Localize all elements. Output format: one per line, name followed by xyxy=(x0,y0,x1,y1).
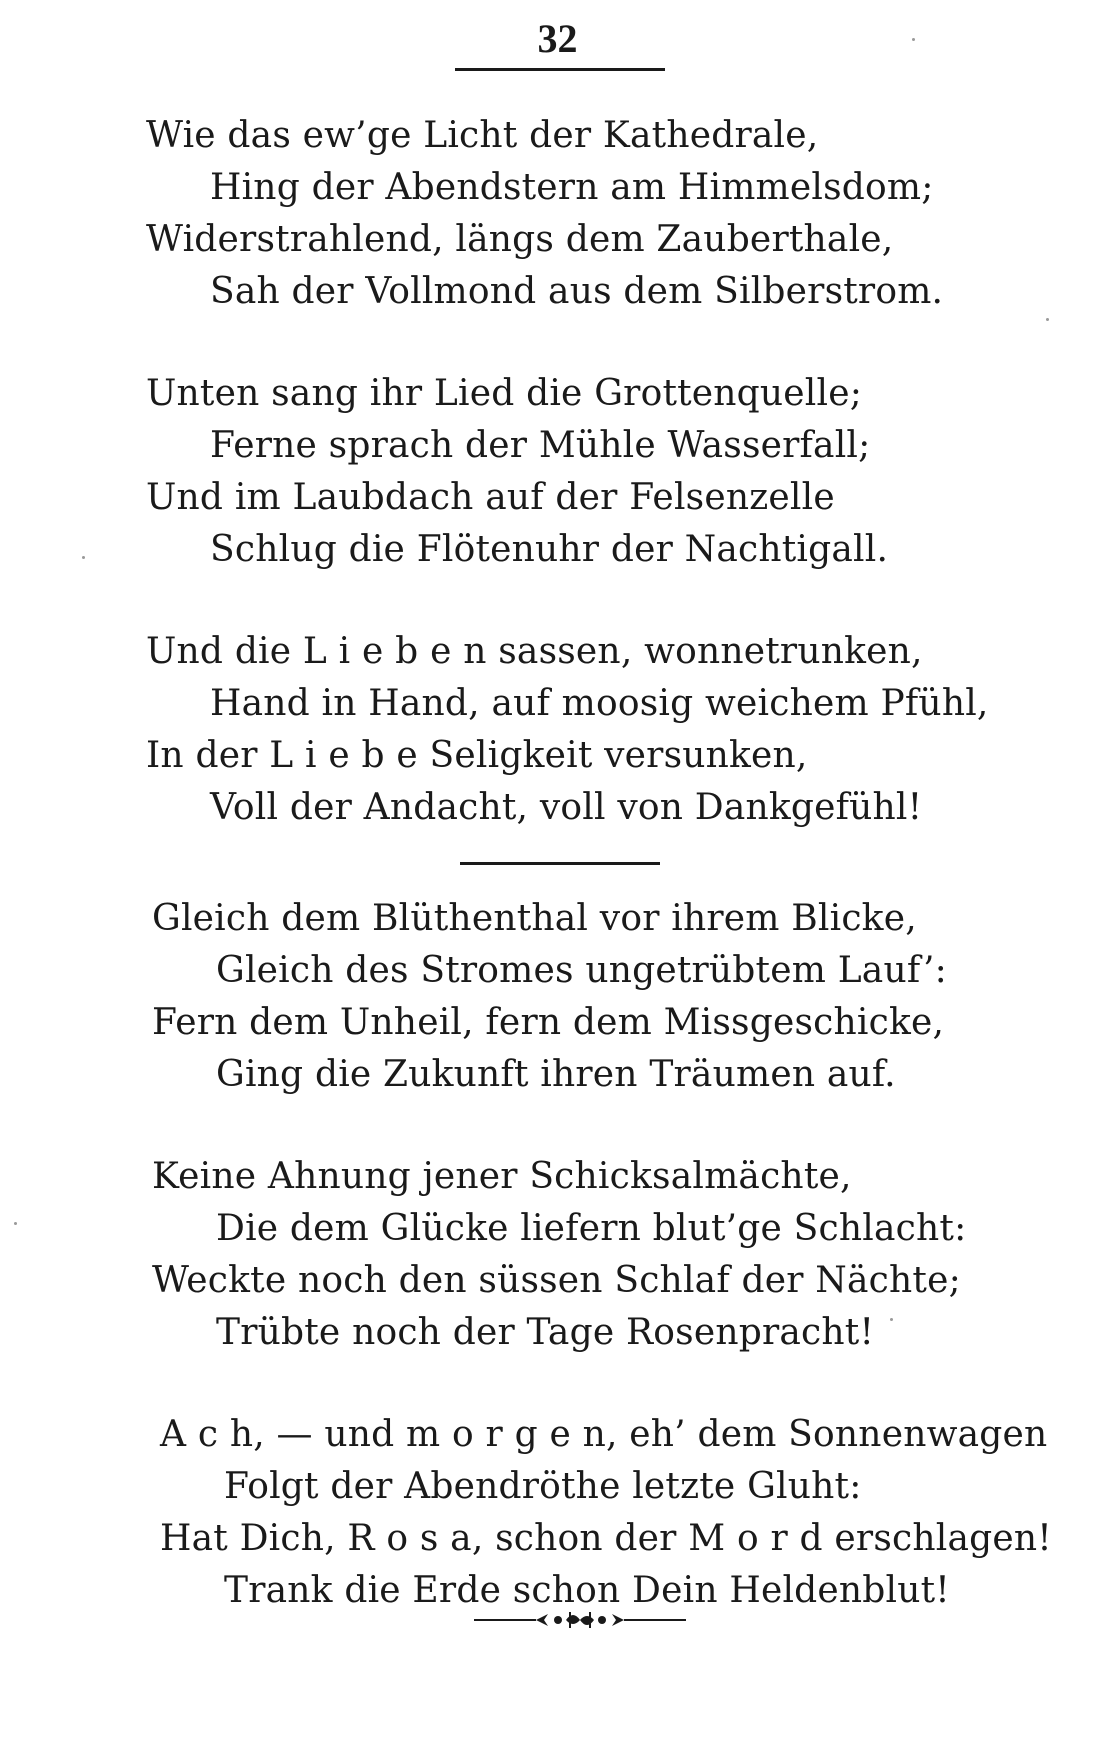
paper-speck xyxy=(82,556,85,559)
verse-line: A c h, — und m o r g e n, eh’ dem Sonnenwagen xyxy=(160,1414,1048,1455)
verse-line: Keine Ahnung jener Schicksalmächte, xyxy=(152,1156,852,1197)
verse-line: Sah der Vollmond aus dem Silberstrom. xyxy=(210,271,944,312)
verse-line: Die dem Glücke liefern blut’ge Schlacht: xyxy=(216,1208,967,1249)
verse-line: Trübte noch der Tage Rosenpracht! xyxy=(216,1312,875,1353)
paper-speck xyxy=(890,1318,893,1321)
verse-line: Und im Laubdach auf der Felsenzelle xyxy=(146,477,835,518)
verse-line: Weckte noch den süssen Schlaf der Nächte; xyxy=(152,1260,961,1301)
verse-line: Hand in Hand, auf moosig weichem Pfühl, xyxy=(210,683,989,724)
header-rule xyxy=(455,68,665,71)
verse-line: Gleich dem Blüthenthal vor ihrem Blicke, xyxy=(152,898,917,939)
verse-line: Hat Dich, R o s a, schon der M o r d erschlagen! xyxy=(160,1518,1052,1559)
verse-line: Unten sang ihr Lied die Grottenquelle; xyxy=(146,373,863,414)
page-number: 32 xyxy=(537,16,578,61)
stanza-5 xyxy=(0,1151,1094,1359)
section-divider-rule xyxy=(460,862,660,865)
stanza-3 xyxy=(0,626,1094,834)
stanza-6 xyxy=(0,1409,1094,1617)
verse-line: Ferne sprach der Mühle Wasserfall; xyxy=(210,425,871,466)
verse-line: Und die L i e b e n sassen, wonnetrunken, xyxy=(146,631,923,672)
paper-speck xyxy=(1046,318,1049,321)
verse-line: Folgt der Abendröthe letzte Gluht: xyxy=(224,1466,862,1507)
verse-line: In der L i e b e Seligkeit versunken, xyxy=(146,735,808,776)
verse-line: Gleich des Stromes ungetrübtem Lauf’: xyxy=(216,950,948,991)
stanza-4 xyxy=(0,893,1094,1101)
verse-line: Fern dem Unheil, fern dem Missgeschicke, xyxy=(152,1002,945,1043)
stanza-1 xyxy=(0,110,1094,318)
verse-line: Trank die Erde schon Dein Heldenblut! xyxy=(224,1570,950,1611)
poem xyxy=(0,110,1094,1667)
verse-line: Widerstrahlend, längs dem Zauberthale, xyxy=(146,219,894,260)
verse-line: Wie das ew’ge Licht der Kathedrale, xyxy=(146,115,819,156)
verse-line: Ging die Zukunft ihren Träumen auf. xyxy=(216,1054,896,1095)
verse-line: Voll der Andacht, voll von Dankgefühl! xyxy=(210,787,923,828)
verse-line: Schlug die Flötenuhr der Nachtigall. xyxy=(210,529,889,570)
end-flourish-ornament xyxy=(474,1608,686,1632)
stanza-2 xyxy=(0,368,1094,576)
paper-speck xyxy=(912,38,915,41)
paper-speck xyxy=(14,1222,17,1225)
verse-line: Hing der Abendstern am Himmelsdom; xyxy=(210,167,934,208)
